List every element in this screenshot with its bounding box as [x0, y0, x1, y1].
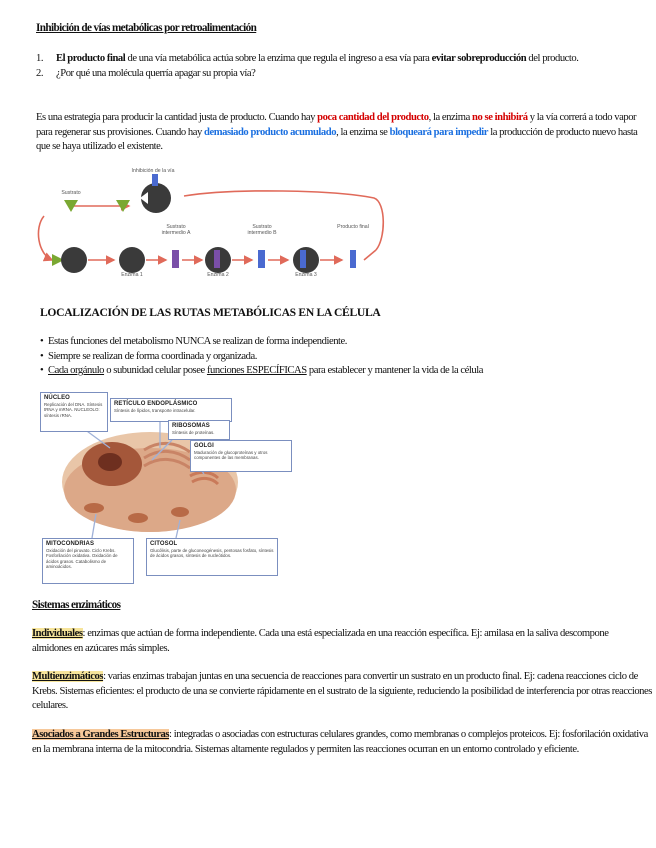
bullet-text [48, 365, 483, 376]
ribosomas-desc: Síntesis de proteínas. [172, 430, 215, 435]
highlight-red-text: no se inhibirá [472, 112, 528, 123]
mito-desc: Oxidación del piruvato. Ciclo Krebs. Fosforilación oxidativa. Oxidación de ácidos grasos. Catabolismo de aminoácidos. [46, 548, 118, 570]
text-run: la producción de producto nuevo hasta que se haya utilizado el existente. [36, 126, 638, 152]
feedback-loop-arrow-end [364, 250, 376, 260]
inhibition-label: Inhibición de la vía [131, 168, 175, 174]
citosol-desc: Glucólisis, parte de gluconeogénesis, pentosas fosfato, síntesis de ácidos grasos, síntesis de nucleótidos. [150, 548, 274, 559]
underlined-text: Cada orgánulo [48, 365, 105, 376]
bullet-text [48, 336, 347, 347]
feedback-list [36, 52, 606, 81]
text-run: Estas funciones del metabolismo NUNCA se realizan de forma independiente. [48, 336, 347, 347]
list-item [36, 52, 606, 67]
text-run: ¿Por qué una molécula querría apagar su propia vía? [56, 67, 256, 79]
section-title-feedback: Inhibición de vías metabólicas por retroalimentación [36, 22, 257, 34]
label-multienzimaticos: Multienzimáticos [32, 671, 104, 682]
desc-asociados: : integradas o asociadas con estructuras celulares grandes, como membranas o complejos proteicos. Ej: fosforilación oxidativa en la membrana interna de la mitocondria. Sistemas altamente regulados y permiten las reacciones ocurran en un entorno controlado y eficiente. [32, 729, 648, 755]
underlined-text: funciones ESPECÍFICAS [206, 365, 307, 376]
mito-title: MITOCONDRIAS [46, 541, 95, 547]
golgi-desc: Maduración de glucoproteínas y otros componentes de las membranas. [194, 450, 268, 461]
enzyme1-label: Enzima 1 [121, 272, 143, 278]
nucleo-box [40, 392, 108, 432]
text-run: Es una estrategia para producir la cantidad justa de producto. Cuando hay [36, 112, 318, 123]
nucleo-desc: Replicación del DNA. Síntesis tRNA y mRNA. NUCLEOLO: síntesis rRNA. [44, 402, 103, 418]
ribosomas-box [168, 420, 230, 440]
list-item [36, 67, 606, 82]
substrate-label: Sustrato [61, 190, 81, 196]
diagram-svg [34, 168, 394, 278]
golgi-title: GOLGI [194, 443, 214, 449]
mitochondria-icon-2 [128, 513, 148, 523]
mitocondrias-box [42, 538, 134, 584]
section-title-location: LOCALIZACIÓN DE LAS RUTAS METABÓLICAS EN LA CÉLULA [40, 306, 381, 319]
text-run: para establecer y mantener la vida de la célula [306, 365, 484, 376]
text-run: y la vía correrá a todo vapor para regenerar sus provisiones. Cuando hay [36, 112, 637, 138]
bullet-item [40, 335, 640, 350]
intermediate-a-label: Sustrato intermedio A [161, 224, 191, 236]
feedback-loop-arrow [184, 191, 383, 250]
strategy-paragraph [36, 111, 640, 155]
bold-text: evitar sobreproducción [431, 53, 527, 64]
list-number: 2. [36, 67, 44, 79]
enzyme2-bound-icon [214, 250, 220, 268]
enzyme1-b-icon [119, 247, 145, 273]
enzyme-system-individual [32, 627, 644, 656]
final-product-label: Producto final [337, 224, 369, 230]
intermediate-b-icon [258, 250, 265, 268]
final-product-icon [350, 250, 356, 268]
section-title-enzyme-systems: Sistemas enzimáticos [32, 599, 121, 611]
list-item-text [56, 53, 578, 64]
bold-text: El producto final [56, 53, 126, 64]
nucleolus-icon [98, 453, 122, 471]
location-bullets [40, 335, 640, 379]
arrow-loop-left [38, 216, 52, 260]
golgi-box [190, 440, 292, 472]
enzyme3-bound-icon [300, 250, 306, 268]
intermediate-a-icon [172, 250, 179, 268]
text-run: o subunidad celular posee [104, 365, 207, 376]
list-item-text [56, 68, 255, 79]
nucleo-title: NÚCLEO [44, 395, 70, 401]
enzyme-system-multienzyme [32, 670, 652, 714]
text-run: , la enzima se [336, 126, 390, 138]
intermediate-b-label: Sustrato intermedio B [247, 224, 277, 236]
highlight-blue-text: bloqueará para impedir [389, 126, 489, 138]
label-asociados: Asociados a Grandes Estructuras [32, 729, 170, 740]
enzyme2-label: Enzima 2 [207, 272, 229, 278]
citosol-title: CITOSOL [150, 541, 178, 547]
highlight-red-text: poca cantidad del producto [317, 112, 429, 123]
ribosomas-title: RIBOSOMAS [172, 423, 210, 429]
bullet-text [48, 351, 257, 362]
citosol-box [146, 538, 278, 576]
text-run: , la enzima [428, 112, 473, 123]
inhibitor-product-icon [152, 174, 158, 186]
label-individuales: Individuales [32, 628, 83, 639]
enzyme3-label: Enzima 3 [295, 272, 317, 278]
feedback-inhibition-diagram [34, 168, 394, 278]
text-run: Siempre se realizan de forma coordinada y organizada. [48, 350, 257, 362]
text-run: de una vía metabólica actúa sobre la enzima que regula el ingreso a esa vía para [125, 53, 432, 64]
enzyme1-icon [61, 247, 87, 273]
desc-multienzimaticos: : varias enzimas trabajan juntas en una secuencia de reacciones para convertir un sustrato en un producto final. Ej: cadena reacciones ciclo de Krebs. Sistemas eficientes: el producto de una se convierte rápidamente en el sustrato de la siguiente, reduciendo la posibilidad de interferencia por otras reacciones celulares. [32, 671, 652, 711]
desc-individuales: : enzimas que actúan de forma independiente. Cada una está especializada en una reacción específica. Ej: amilasa en la saliva descompone almidones en azúcares más simples. [32, 628, 609, 654]
bullet-item [40, 364, 640, 379]
bullet-item [40, 350, 640, 365]
reticulo-desc: Síntesis de lípidos, transporte intracelular. [114, 408, 196, 413]
text-run: del producto. [526, 53, 579, 64]
mitochondria-icon [84, 503, 104, 513]
enzyme-system-structures [32, 728, 652, 757]
reticulo-title: RETÍCULO ENDOPLÁSMICO [114, 401, 198, 407]
list-number: 1. [36, 53, 44, 64]
reticulo-box [110, 398, 232, 422]
mitochondria-icon-3 [171, 507, 189, 517]
highlight-blue-text: demasiado producto acumulado [204, 126, 337, 138]
cell-illustration [40, 390, 296, 586]
